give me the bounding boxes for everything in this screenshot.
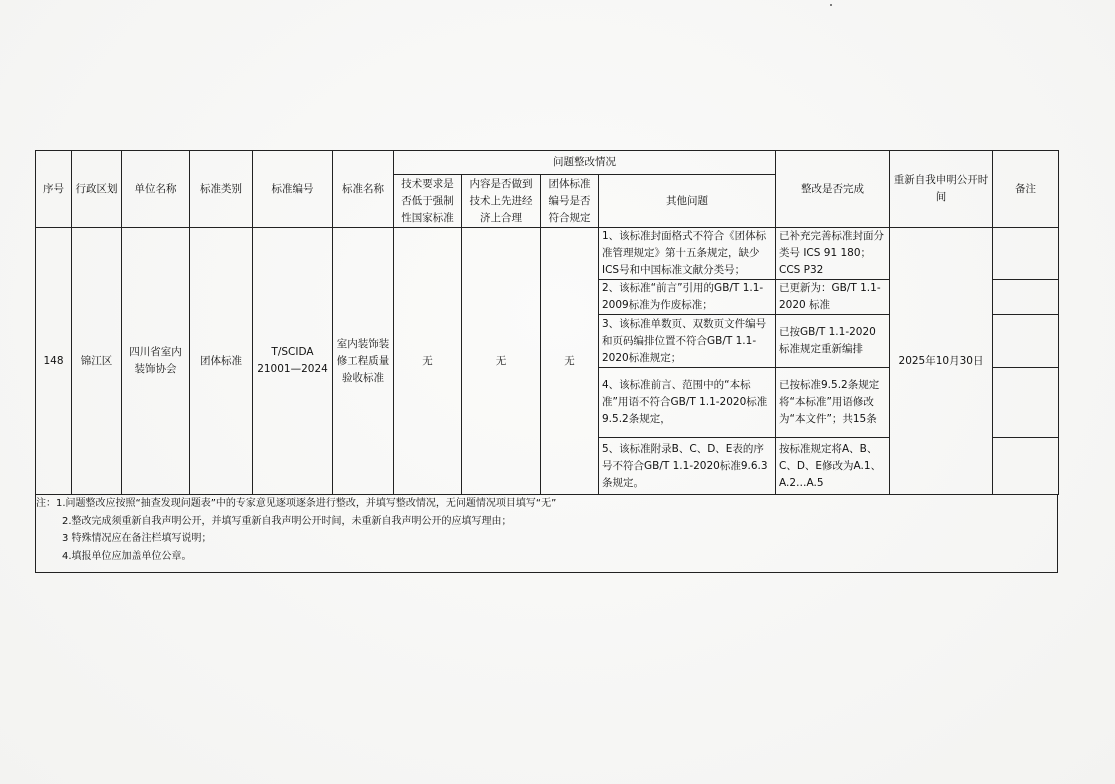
header-numbering-compliant: 团体标准编号是否符合规定 [541,175,599,228]
header-standard-number: 标准编号 [253,151,333,228]
header-row-1 [36,151,1059,175]
cell-other-issue-1: 1、该标准封面格式不符合《团体标准管理规定》第十五条规定，缺少ICS号和中国标准文献分类号； [599,228,776,280]
cell-republish-time: 2025年10月30日 [890,228,993,495]
header-seq: 序号 [36,151,72,228]
header-standard-category: 标准类别 [190,151,253,228]
cell-other-issue-4: 4、该标准前言、范围中的“本标准”用语不符合GB/T 1.1-2020标准9.5.2条规定， [599,368,776,438]
header-other-issues: 其他问题 [599,175,776,228]
note-4: 4.填报单位应加盖单位公章。 [62,550,192,562]
cell-unit-name: 四川省室内装饰协会 [122,228,190,495]
cell-other-issue-2: 2、该标准“前言”引用的GB/T 1.1-2009标准为作废标准； [599,280,776,315]
note-1: 注：1.问题整改应按照“抽查发现问题表”中的专家意见逐项逐条进行整改，并填写整改情况，无问题情况项目填写“无” [36,498,557,509]
table-row [36,228,1059,280]
note-2: 2.整改完成须重新自我声明公开，并填写重新自我声明公开时间，未重新自我声明公开的应填写理由； [62,515,512,527]
header-district: 行政区划 [72,151,122,228]
cell-remarks-5 [993,438,1059,495]
cell-remarks-1 [993,228,1059,280]
cell-completed-2: 已更新为：GB/T 1.1-2020 标准 [776,280,890,315]
cell-completed-5: 按标准规定将A、B、C、D、E修改为A.1、A.2…A.5 [776,438,890,495]
cell-district: 锦江区 [72,228,122,495]
cell-numbering-compliant: 无 [541,228,599,495]
cell-other-issue-3: 3、该标准单数页、双数页文件编号和页码编排位置不符合GB/T 1.1-2020标准规定； [599,315,776,368]
cell-remarks-2 [993,280,1059,315]
cell-other-issue-5: 5、该标准附录B、C、D、E表的序号不符合GB/T 1.1-2020标准9.6.3条规定。 [599,438,776,495]
cell-remarks-3 [993,315,1059,368]
cell-completed-1: 已补充完善标准封面分类号 ICS 91 180；CCS P32 [776,228,890,280]
cell-standard-name: 室内装饰装修工程质量验收标准 [333,228,394,495]
notes-box [35,494,1058,573]
scan-speck [830,4,832,6]
cell-remarks-4 [993,368,1059,438]
header-remarks: 备注 [993,151,1059,228]
note-3: 3 特殊情况应在备注栏填写说明； [62,533,212,544]
header-content-reasonable: 内容是否做到技术上先进经济上合理 [462,175,541,228]
rectification-table [35,150,1059,495]
cell-completed-3: 已按GB/T 1.1-2020 标准规定重新编排 [776,315,890,368]
header-rectification-group: 问题整改情况 [394,151,776,175]
cell-seq: 148 [36,228,72,495]
header-standard-name: 标准名称 [333,151,394,228]
cell-content-reasonable: 无 [462,228,541,495]
cell-completed-4: 已按标准9.5.2条规定将“本标准”用语修改为“本文件”；共15条 [776,368,890,438]
cell-standard-category: 团体标准 [190,228,253,495]
header-unit-name: 单位名称 [122,151,190,228]
header-completed: 整改是否完成 [776,151,890,228]
cell-standard-number: T/SCIDA 21001—2024 [253,228,333,495]
cell-tech-requirement: 无 [394,228,462,495]
header-tech-requirement: 技术要求是否低于强制性国家标准 [394,175,462,228]
header-republish-time: 重新自我申明公开时间 [890,151,993,228]
